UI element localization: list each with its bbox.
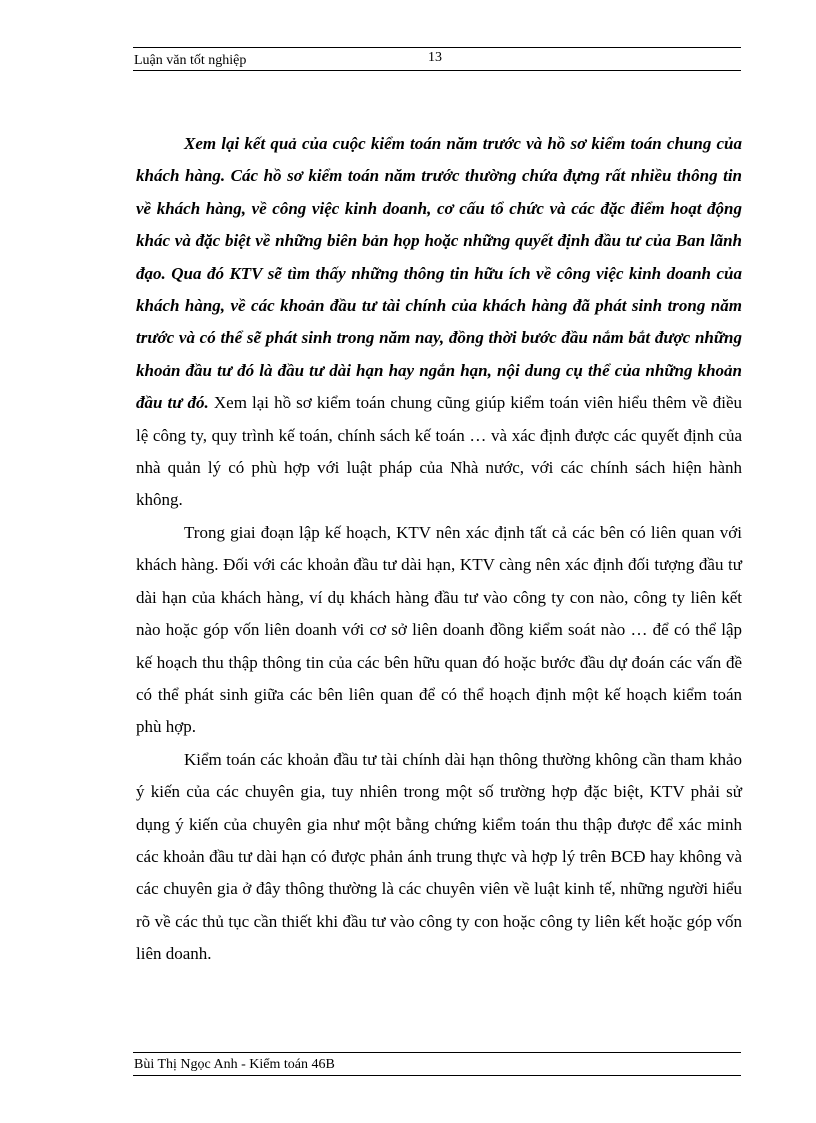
paragraph-1-rest: Xem lại hồ sơ kiểm toán chung cũng giúp kiểm toán viên hiểu thêm về điều lệ công ty, quy trình kế toán, chính sách kế toán … và xác định được các quyết định của nhà quản lý có phù hợp với luật pháp của Nhà nước, với các chính sách hiện hành không. [136,393,742,510]
paragraph-1-emphasis: Xem lại kết quả của cuộc kiểm toán năm trước và hồ sơ kiểm toán chung của khách hàng. Các hồ sơ kiểm toán năm trước thường chứa đựng rất nhiều thông tin về khách hàng, về công việc kinh doanh, cơ cấu tổ chức và các đặc điểm hoạt động khác và đặc biệt về những biên bản họp hoặc những quyết định đầu tư của Ban lãnh đạo. Qua đó KTV sẽ tìm thấy những thông tin hữu ích về công việc kinh doanh của khách hàng, về các khoản đầu tư tài chính của khách hàng đã phát sinh trong năm trước và có thể sẽ phát sinh trong năm nay, đồng thời bước đầu nắm bắt được những khoản đầu tư đó là đầu tư dài hạn hay ngắn hạn, nội dung cụ thể của những khoản đầu tư đó. [136,134,742,413]
header-top-rule [133,47,741,48]
footer-bottom-rule [133,1075,741,1076]
body-content [136,128,742,971]
paragraph-2: Trong giai đoạn lập kế hoạch, KTV nên xác định tất cả các bên có liên quan với khách hàng. Đối với các khoản đầu tư dài hạn, KTV càng nên xác định đối tượng đầu tư dài hạn của khách hàng, ví dụ khách hàng đầu tư vào công ty con nào, công ty liên kết nào hoặc góp vốn liên doanh với cơ sở liên doanh đồng kiểm soát nào … để có thể lập kế hoạch thu thập thông tin của các bên hữu quan đó hoặc bước đầu dự đoán các vấn đề có thể phát sinh giữa các bên liên quan để có thể hoạch định một kế hoạch kiểm toán phù hợp. [136,522,742,737]
header-bottom-rule [133,70,741,71]
paragraph-1 [136,128,742,517]
document-title: Luận văn tốt nghiệp [134,53,247,68]
paragraph-3: Kiểm toán các khoản đầu tư tài chính dài hạn thông thường không cần tham khảo ý kiến của các chuyên gia, tuy nhiên trong một số trường hợp đặc biệt, KTV phải sử dụng ý kiến của chuyên gia như một bằng chứng kiểm toán thu thập được để xác minh các khoản đầu tư dài hạn có được phản ánh trung thực và hợp lý trên BCĐ hay không và các chuyên gia ở đây thông thường là các chuyên viên về luật kinh tế, những người hiểu rõ về các thủ tục cần thiết khi đầu tư vào công ty con hoặc công ty liên kết hoặc góp vốn liên doanh. [136,749,742,964]
footer-top-rule [133,1052,741,1053]
page-number: 13 [428,50,442,65]
footer-author: Bùi Thị Ngọc Anh - Kiểm toán 46B [134,1057,335,1072]
